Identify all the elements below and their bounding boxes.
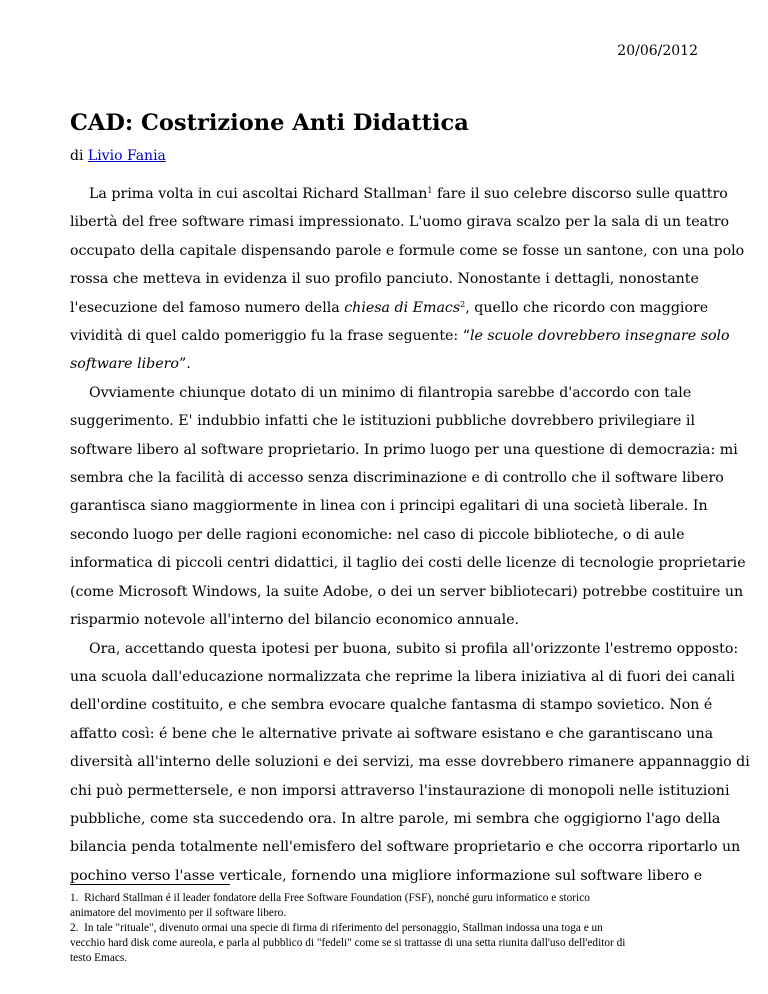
text-line [70, 180, 728, 208]
text-line: (come Microsoft Windows, la suite Adobe, o dei un server bibliotecari) potrebbe costituire un [70, 583, 744, 600]
footnote-text: In tale "rituale", divenuto ormai una specie di firma di riferimento del personaggio, Stallman indossa una toga e un [84, 922, 603, 934]
footnote-ref-1[interactable]: 1 [427, 186, 433, 195]
text-line: sembra che la facilità di accesso senza discriminazione e di controllo che il software libero [70, 470, 724, 487]
text-line: diversità all'interno delle soluzioni e dei servizi, ma esse dovrebbero rimanere appannaggio di [70, 754, 750, 771]
text-line: una scuola dall'educazione normalizzata che reprime la libera iniziativa al di fuori dei canali [70, 668, 735, 685]
text-line: bilancia penda totalmente nell'emisfero del software proprietario e che occorra riportarlo un [70, 839, 741, 856]
text-line [70, 350, 710, 378]
text-run: fare il suo celebre discorso sulle quattro [432, 186, 728, 202]
text-line: dell'ordine costituito, e che sembra evocare qualche fantasma di stampo sovietico. Non é [70, 697, 713, 714]
paragraph-1 [70, 180, 745, 379]
footnote-1 [70, 891, 710, 921]
text-run: vividità di quel caldo pomeriggio fu la frase seguente: “ [70, 328, 470, 345]
footnote-text: animatore del movimento per il software libero. [70, 907, 287, 919]
text-line [70, 294, 710, 322]
emphasis-chiesa-emacs: chiesa di Emacs [344, 299, 461, 316]
text-line: suggerimento. E' indubbio infatti che le istituzioni pubbliche dovrebbero privilegiare il [70, 413, 695, 430]
footnote-number: 2. [70, 922, 79, 934]
text-line: informatica di piccoli centri didattici, il taglio dei costi delle licenze di tecnologie proprietarie [70, 555, 746, 572]
text-line: Ovviamente chiunque dotato di un minimo di filantropia sarebbe d'accordo con tale [89, 384, 692, 401]
text-line: occupato della capitale dispensando parole e formule come se fosse un santone, con una polo [70, 242, 745, 259]
byline [70, 148, 166, 164]
footnote-number: 1. [70, 892, 79, 904]
quote-emphasis: le scuole dovrebbero insegnare solo [469, 328, 730, 345]
text-line: software libero al software proprietario. In primo luogo per una questione di democrazia: mi [70, 441, 738, 458]
article-title: CAD: Costrizione Anti Didattica [70, 110, 469, 136]
paragraph-2 [70, 379, 746, 635]
paragraph-3 [70, 635, 750, 891]
footnote-text: vecchio hard disk come aureola, e parla al pubblico di "fedeli" come se si trattasse di una setta riunita dall'uso dell'editor di [70, 937, 626, 949]
text-line: pubbliche, come sta succedendo ora. In altre parole, mi sembra che oggigiorno l'ago della [70, 810, 721, 827]
text-line: garantisca siano maggiormente in linea con i principi egalitari di una società liberale. In [70, 498, 708, 515]
text-run: ”. [178, 356, 191, 373]
document-date: 20/06/2012 [617, 43, 698, 59]
footnote-text: testo Emacs. [70, 952, 128, 964]
author-link[interactable]: Livio Fania [87, 148, 166, 164]
text-line [70, 322, 730, 350]
text-line: pochino verso l'asse verticale, fornendo una migliore informazione sul software libero e [70, 867, 703, 884]
text-line: chi può permettersele, e non imporsi attraverso l'instaurazione di monopoli nelle istituzioni [70, 782, 730, 799]
article-body [70, 180, 750, 890]
footnote-ref-2[interactable]: 2 [460, 299, 466, 309]
text-line: rossa che metteva in evidenza il suo profilo panciuto. Nonostante i dettagli, nonostante [70, 271, 699, 288]
text-line: affatto così: é bene che le alternative private ai software esistano e che garantiscano una [70, 725, 714, 742]
byline-prefix: di [70, 148, 84, 164]
footnote-separator [70, 884, 230, 885]
footnotes [70, 891, 710, 966]
text-line: risparmio notevole all'interno del bilancio economico annuale. [70, 612, 520, 629]
text-run: La prima volta in cui ascoltai Richard Stallman [89, 186, 428, 202]
footnote-2 [70, 921, 710, 966]
text-line: secondo luogo per delle ragioni economiche: nel caso di piccole biblioteche, o di aule [70, 526, 685, 543]
text-run: l'esecuzione del famoso numero della [70, 299, 345, 316]
text-run: , quello che ricordo con maggiore [465, 299, 709, 316]
text-line: libertà del free software rimasi impressionato. L'uomo girava scalzo per la sala di un teatro [70, 214, 730, 231]
quote-emphasis: software libero [70, 356, 179, 373]
text-line: Ora, accettando questa ipotesi per buona, subito si profila all'orizzonte l'estremo opposto: [89, 640, 739, 657]
footnote-text: Richard Stallman é il leader fondatore della Free Software Foundation (FSF), nonché guru informatico e storico [84, 892, 590, 904]
